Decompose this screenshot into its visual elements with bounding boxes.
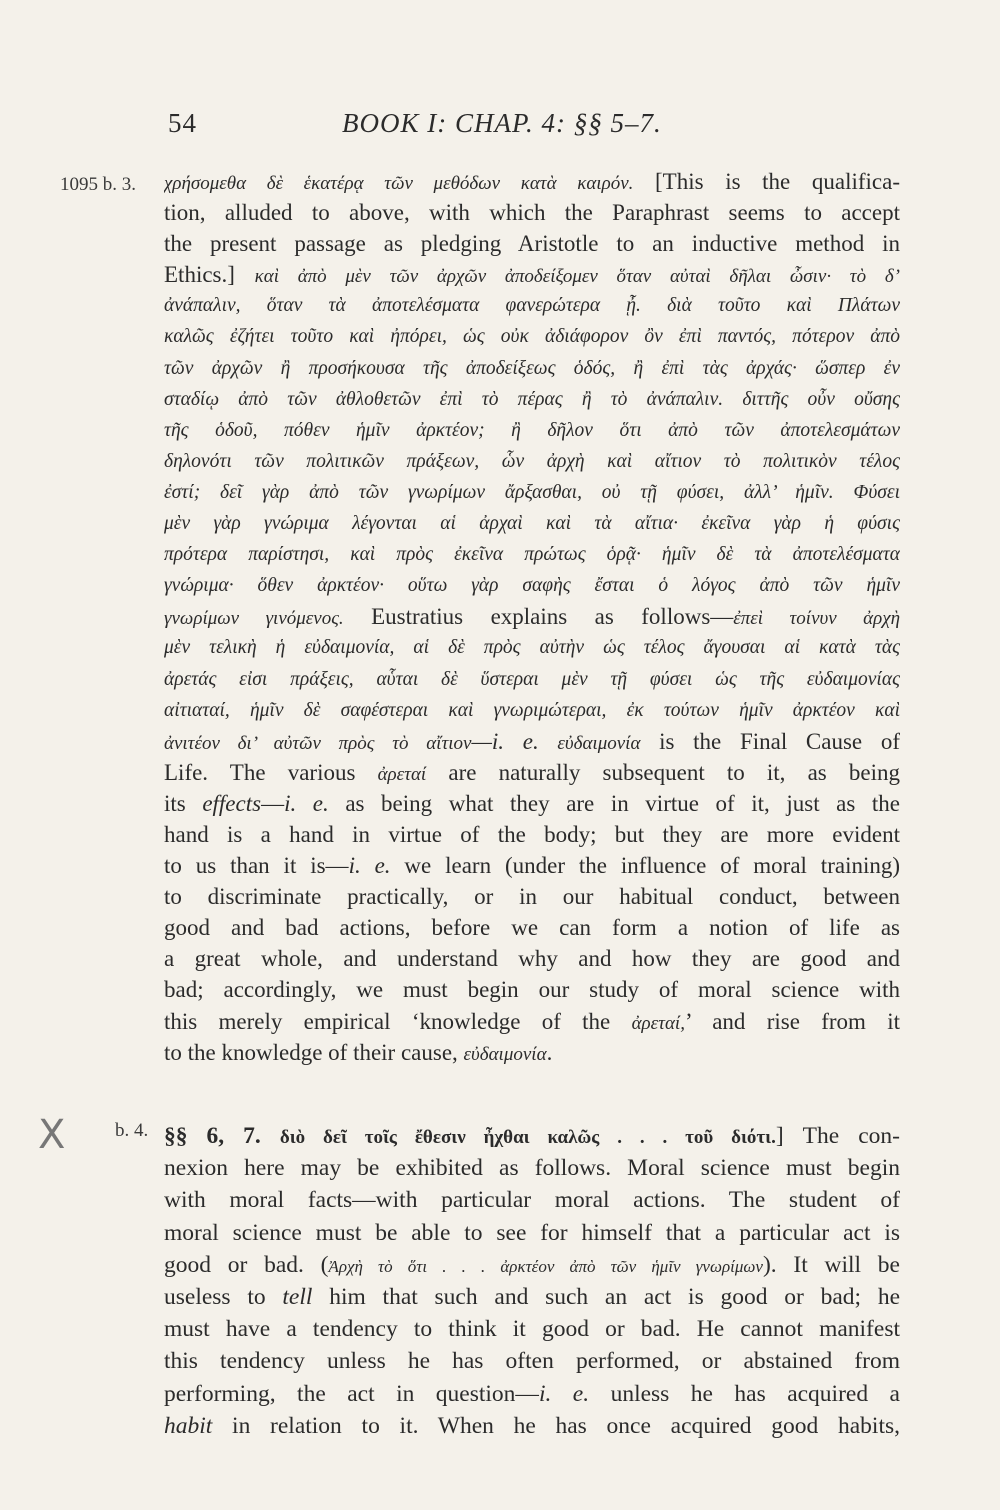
- text-line: χρήσομεθα δὲ ἑκατέρᾳ τῶν μεθόδων κατὰ καιρόν. [This is the qualifica-: [164, 169, 900, 194]
- page-number: 54: [168, 108, 197, 138]
- text-line: the present passage as pledging Aristotle to an inductive method in: [164, 231, 900, 257]
- margin-reference-2: b. 4.: [115, 1120, 149, 1141]
- text-line: good and bad actions, before we can form a notion of life as: [164, 915, 900, 941]
- text-line: must have a tendency to think it good or bad. He cannot manifest: [164, 1316, 900, 1343]
- text-line: σταδίῳ ἀπὸ τῶν ἀθλοθετῶν ἐπὶ τὸ πέρας ἢ τὸ ἀνάπαλιν. διττῆς οὖν οὔσης: [164, 388, 900, 410]
- text-line: to discriminate practically, or in our habitual conduct, between: [164, 884, 900, 910]
- text-line: πρότερα παρίστησι, καὶ πρὸς ἐκεῖνα πρώτως ὁρᾷ· ἡμῖν δὲ τὰ ἀποτελέσματα: [164, 544, 900, 566]
- text-line: hand is a hand in virtue of the body; but they are more evident: [164, 821, 900, 847]
- text-line: to the knowledge of their cause, εὐδαιμονία.: [164, 1039, 553, 1065]
- running-header: [0, 108, 1000, 148]
- text-line: bad; accordingly, we must begin our study of moral science with: [164, 977, 900, 1003]
- text-line: Ethics.] καὶ ἀπὸ μὲν τῶν ἀρχῶν ἀποδείξομεν ὅταν αὐταὶ δῆλαι ὦσιν· τὸ δ’: [164, 262, 900, 288]
- text-line: this merely empirical ‘knowledge of the ἀρεταί,’ and rise from it: [164, 1008, 900, 1034]
- text-line: γνωρίμων γινόμενος. Eustratius explains as follows—ἐπεὶ τοίνυν ἀρχὴ: [164, 604, 900, 630]
- text-line: ἀνάπαλιν, ὅταν τὰ ἀποτελέσματα φανερώτερα ᾖ. διὰ τοῦτο καὶ Πλάτων: [164, 295, 900, 317]
- text-line: good or bad. (Ἀρχὴ τὸ ὅτι . . . ἀρκτέον ἀπὸ τῶν ἡμῖν γνωρίμων). It will be: [164, 1251, 900, 1278]
- text-line: Life. The various ἀρεταί are naturally subsequent to it, as being: [164, 759, 900, 785]
- running-title: BOOK I: CHAP. 4: §§ 5–7.: [342, 108, 662, 138]
- text-line: moral science must be able to see for himself that a particular act is: [164, 1219, 900, 1246]
- text-line: ἀρετάς εἰσι πράξεις, αὗται δὲ ὕστεραι μὲν τῇ φύσει ὡς τῆς εὐδαιμονίας: [164, 668, 900, 690]
- text-line: τῆς ὁδοῦ, πόθεν ἡμῖν ἀρκτέον; ἢ δῆλον ὅτι ἀπὸ τῶν ἀποτελεσμάτων: [164, 419, 900, 441]
- handwritten-x-mark: X: [38, 1112, 66, 1158]
- text-line: καλῶς ἐζήτει τοῦτο καὶ ἠπόρει, ὡς οὐκ ἀδιάφορον ὂν ἐπὶ παντός, πότερον ἀπὸ: [164, 326, 900, 348]
- text-line: ἐστί; δεῖ γὰρ ἀπὸ τῶν γνωρίμων ἄρξασθαι, οὐ τῇ φύσει, ἀλλ’ ἡμῖν. Φύσει: [164, 481, 900, 503]
- text-line: useless to tell him that such and such an act is good or bad; he: [164, 1283, 900, 1310]
- text-line: to us than it is—i. e. we learn (under the influence of moral training): [164, 853, 900, 879]
- commentary-paragraph-2: [164, 1120, 900, 1442]
- text-line: nexion here may be exhibited as follows. Moral science must begin: [164, 1155, 900, 1182]
- commentary-paragraph-1: [164, 166, 900, 1068]
- text-line: ἀνιτέον δι’ αὐτῶν πρὸς τὸ αἴτιον—i. e. εὐδαιμονία is the Final Cause of: [164, 728, 900, 754]
- text-line: μὲν τελικὴ ἡ εὐδαιμονία, αἱ δὲ πρὸς αὐτὴν ὡς τέλος ἄγουσαι αἱ κατὰ τὰς: [164, 637, 900, 659]
- text-line: μὲν γὰρ γνώριμα λέγονται αἱ ἀρχαὶ καὶ τὰ αἴτια· ἐκεῖνα γὰρ ἡ φύσις: [164, 513, 900, 535]
- text-line: habit in relation to it. When he has once acquired good habits,: [164, 1412, 900, 1439]
- text-line: its effects—i. e. as being what they are in virtue of it, just as the: [164, 790, 900, 816]
- text-line: a great whole, and understand why and how they are good and: [164, 946, 900, 972]
- text-line: with moral facts—with particular moral actions. The student of: [164, 1187, 900, 1214]
- text-line: performing, the act in question—i. e. unless he has acquired a: [164, 1380, 900, 1407]
- text-line: αἰτιαταί, ἡμῖν δὲ σαφέστεραι καὶ γνωριμώτεραι, ἐκ τούτων ἡμῖν ἀρκτέον καὶ: [164, 699, 900, 721]
- text-line: this tendency unless he has often performed, or abstained from: [164, 1348, 900, 1375]
- text-line: tion, alluded to above, with which the Paraphrast seems to accept: [164, 200, 900, 226]
- text-line: δηλονότι τῶν πολιτικῶν πράξεων, ὧν ἀρχὴ καὶ αἴτιον τὸ πολιτικὸν τέλος: [164, 450, 900, 472]
- margin-reference-1: 1095 b. 3.: [60, 174, 136, 195]
- text-line: γνώριμα· ὅθεν ἀρκτέον· οὕτω γὰρ σαφὴς ἔσται ὁ λόγος ἀπὸ τῶν ἡμῖν: [164, 575, 900, 597]
- text-line: τῶν ἀρχῶν ἢ προσήκουσα τῆς ἀποδείξεως ὁδός, ἢ ἐπὶ τὰς ἀρχάς· ὥσπερ ἐν: [164, 357, 900, 379]
- text-line: §§ 6, 7. διὸ δεῖ τοῖς ἔθεσιν ἦχθαι καλῶς . . . τοῦ διότι.] The con-: [164, 1123, 900, 1149]
